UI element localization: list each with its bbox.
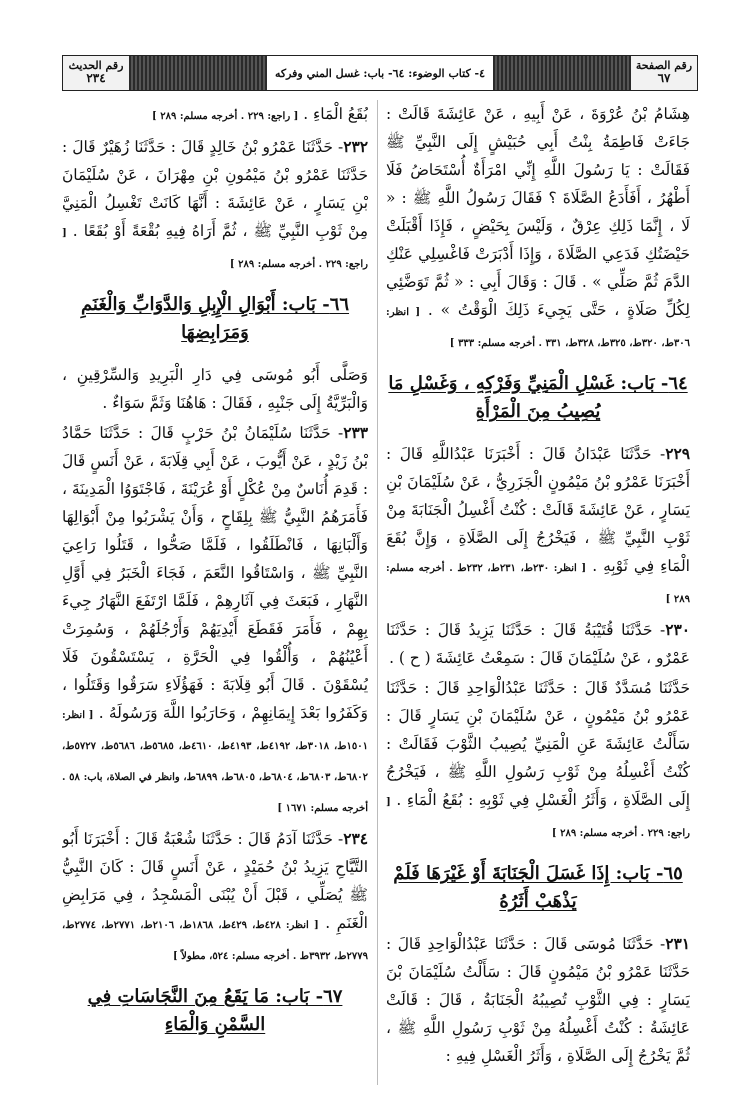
reference: [ راجع: ٢٢٩ . أخرجه مسلم: ٢٨٩ ]	[152, 111, 299, 122]
chapter-intro	[62, 361, 368, 417]
hadith-number: ٢٢٩	[665, 445, 690, 463]
hadith-229	[386, 440, 690, 614]
paragraph	[386, 100, 690, 358]
paragraph-text: وَصَلَّى أَبُو مُوسَى فِي دَارِ الْبَرِيدِ وَالسِّرْقِينِ ، وَالْبَرِّيَّةُ إِلَى جَنْبِهِ ، فَقَالَ : هَاهُنَا وَثَمَّ سَوَاءٌ .	[62, 366, 368, 412]
reference: [ راجع: ٢٢٩ . أخرجه مسلم: ٢٨٩ ]	[62, 228, 368, 270]
left-column	[62, 100, 368, 1085]
hadith-number: ٢٣٤	[343, 830, 368, 848]
page-number-box	[631, 56, 697, 90]
hadith-text: - حَدَّثَنَا عَبْدَانُ قَالَ : أَخْبَرَنَا عَبْدُاللَّهِ قَالَ : أَخْبَرَنَا عَمْرُو بْنُ مَيْمُونٍ الْجَزَرِيُّ ، عَنْ سُلَيْمَانَ بْنِ يَسَارٍ ، عَنْ عَائِشَةَ قَالَتْ : كُنْتُ أَغْسِلُ الْجَنَابَةَ مِنْ ثَوْبِ النَّبِيِّ ﷺ ، فَيَخْرُجُ إِلَى الصَّلَاةِ ، وَإِنَّ بُقَعَ الْمَاءِ فِي ثَوْبِهِ .	[386, 445, 690, 575]
hadith-234	[62, 825, 368, 971]
hadith-231	[386, 930, 690, 1070]
hadith-number: ٢٣٣	[343, 424, 368, 442]
paragraph-text: هِشَامُ بْنُ عُرْوَةَ ، عَنْ أَبِيهِ ، عَنْ عَائِشَةَ قَالَتْ : جَاءَتْ فَاطِمَةُ بِنْتُ أَبِي حُبَيْشٍ إِلَى النَّبِيِّ ﷺ فَقَالَتْ : يَا رَسُولَ اللَّهِ إِنِّي امْرَأَةٌ أُسْتَحَاضُ فَلَا أَطْهُرُ ، أَفَأَدَعُ الصَّلَاةَ ؟ فَقَالَ رَسُولُ اللَّهِ ﷺ : « لَا ، إِنَّمَا ذَلِكِ عِرْقٌ ، وَلَيْسَ بِحَيْضٍ ، فَإِذَا أَقْبَلَتْ حَيْضَتُكِ فَدَعِي الصَّلَاةَ ، وَإِذَا أَدْبَرَتْ فَاغْسِلِي عَنْكِ الدَّمَ ثُمَّ صَلِّي » . قَالَ : وَقَالَ أَبِي : « ثُمَّ تَوَضَّئِي لِكُلِّ صَلَاةٍ ، حَتَّى يَجِيءَ ذَلِكَ الْوَقْتُ » .	[386, 105, 690, 319]
running-title: ٤- كتاب الوضوء: ٦٤- باب: غسل المني وفركه	[267, 56, 493, 90]
right-column	[386, 100, 690, 1085]
reference: [ انظر: ٤٢٨ط، ٤٢٩ط، ١٨٦٨ط، ٢١٠٦ط، ٢٧٧١ط، ٢٧٧٤ط، ٢٧٧٩ط، ٣٩٣٢ط . أخرجه مسلم: ٥٢٤، مطولاً ]	[62, 920, 368, 962]
hadith-text: - حَدَّثَنَا عَمْرُو بْنُ خَالِدٍ قَالَ : حَدَّثَنَا زُهَيْرٌ قَالَ : حَدَّثَنَا عَمْرُو بْنُ مَيْمُونِ بْنِ مِهْرَانَ ، عَنْ سُلَيْمَانَ بْنِ يَسَارٍ ، عَنْ عَائِشَةَ : أَنَّهَا كَانَتْ تَغْسِلُ الْمَنِيَّ مِنْ ثَوْبِ النَّبِيِّ ﷺ ، ثُمَّ أَرَاهُ فِيهِ بُقْعَةً أَوْ بُقَعًا .	[62, 138, 368, 240]
hadith-230	[386, 616, 690, 672]
reference: [ انظر: ١٥٠١ط، ٣٠١٨ط، ٤١٩٢ط، ٤١٩٣ط، ٤٦١٠ط، ٥٦٨٥ط، ٥٦٨٦ط، ٥٧٢٧ط، ٦٨٠٢ط، ٦٨٠٣ط، ٦٨٠٤ط، ٦٨٠٥ط، ٦٨٩٩ط، وانظر في الصلاة، باب: ٥٨ . أخرجه مسلم: ١٦٧١ ]	[62, 710, 368, 814]
hadith-number: ٢٣٢	[343, 138, 368, 156]
hadith-text: حَدَّثَنَا مُسَدَّدٌ قَالَ : حَدَّثَنَا عَبْدُالْوَاحِدِ قَالَ : حَدَّثَنَا عَمْرُو بْنُ مَيْمُونٍ ، عَنْ سُلَيْمَانَ بْنِ يَسَارٍ قَالَ : سَأَلْتُ عَائِشَةَ عَنِ الْمَنِيِّ يُصِيبُ الثَّوْبَ فَقَالَتْ : كُنْتُ أَغْسِلُهُ مِنْ ثَوْبِ رَسُولِ اللَّهِ ﷺ ، فَيَخْرُجُ إِلَى الصَّلَاةِ ، وَأَثَرُ الْغَسْلِ فِي ثَوْبِهِ : بُقَعُ الْمَاءِ .	[386, 679, 690, 809]
hadith-number: ٢٣١	[665, 935, 690, 953]
hadith-text: - حَدَّثَنَا آدَمُ قَالَ : حَدَّثَنَا شُعْبَةُ قَالَ : أَخْبَرَنَا أَبُو التَّيَّاحِ يَزِيدُ بْنُ حُمَيْدٍ ، عَنْ أَنَسٍ قَالَ : كَانَ النَّبِيُّ ﷺ يُصَلِّي ، قَبْلَ أَنْ يُبْنَى الْمَسْجِدُ ، فِي مَرَابِضِ الْغَنَمِ .	[62, 830, 368, 932]
header-ornament-band	[129, 56, 267, 90]
chapter-heading-67: ٦٧- بَاب: مَا يَقَعُ مِنَ النَّجَاسَاتِ فِي السَّمْنِ وَالْمَاءِ	[87, 986, 343, 1035]
page-header	[62, 55, 698, 91]
hadith-text: - حَدَّثَنَا قُتَيْبَةُ قَالَ : حَدَّثَنَا يَزِيدُ قَالَ : حَدَّثَنَا عَمْرٌو ، عَنْ سُلَيْمَانَ قَالَ : سَمِعْتُ عَائِشَةَ ( ح ) .	[386, 621, 690, 667]
hadith-text: - حَدَّثَنَا سُلَيْمَانُ بْنُ حَرْبٍ قَالَ : حَدَّثَنَا حَمَّادُ بْنُ زَيْدٍ ، عَنْ أَيُّوبَ ، عَنْ أَبِي قِلَابَةَ ، عَنْ أَنَسٍ قَالَ : قَدِمَ أُنَاسٌ مِنْ عُكْلٍ أَوْ عُرَيْنَةَ ، فَاجْتَوَوُا الْمَدِينَةَ ، فَأَمَرَهُمُ النَّبِيُّ ﷺ بِلِقَاحٍ ، وَأَنْ يَشْرَبُوا مِنْ أَبْوَالِهَا وَأَلْبَانِهَا ، فَانْطَلَقُوا ، فَلَمَّا صَحُّوا ، قَتَلُوا رَاعِيَ النَّبِيِّ ﷺ ، وَاسْتَاقُوا النَّعَمَ ، فَجَاءَ الْخَبَرُ فِي أَوَّلِ النَّهَارِ ، فَبَعَثَ فِي آثَارِهِمْ ، فَلَمَّا ارْتَفَعَ النَّهَارُ جِيءَ بِهِمْ ، فَأَمَرَ فَقَطَعَ أَيْدِيَهُمْ وَأَرْجُلَهُمْ ، وَسُمِرَتْ أَعْيُنُهُمْ ، وَأُلْقُوا فِي الْحَرَّةِ ، يَسْتَسْقُونَ فَلَا يُسْقَوْنَ . قَالَ أَبُو قِلَابَةَ : فَهَؤُلَاءِ سَرَقُوا وَقَتَلُوا ، وَكَفَرُوا بَعْدَ إِيمَانِهِمْ ، وَحَارَبُوا اللَّهَ وَرَسُولَهُ .	[62, 424, 368, 722]
hadith-number-box	[63, 56, 129, 90]
header-ornament-band	[493, 56, 631, 90]
paragraph	[62, 100, 368, 131]
chapter-heading-64: ٦٤- بَاب: غَسْلِ الْمَنِيِّ وَفَرْكِهِ ، وَغَسْلِ مَا يُصِيبُ مِنَ الْمَرْأَةِ	[388, 373, 688, 422]
hadith-number: ٢٣٠	[665, 621, 690, 639]
reference: [ انظر: ٢٣٠ط، ٢٣١ط، ٢٣٢ط . أخرجه مسلم: ٢٨٩ ]	[386, 563, 690, 605]
column-divider	[377, 100, 378, 1085]
hadith-label: رقم الحديث	[68, 58, 124, 72]
hadith-range: ٢٣٤	[86, 71, 106, 86]
paragraph-text: بُقَعُ الْمَاءِ .	[303, 105, 368, 123]
reference: [ انظر: ٣٠٦ط، ٣٢٠ط، ٣٢٥ط، ٣٢٨ط، ٣٣١ . أخرجه مسلم: ٣٣٣ ]	[386, 307, 690, 349]
hadith-text: - حَدَّثَنَا مُوسَى قَالَ : حَدَّثَنَا عَبْدُالْوَاحِدِ قَالَ : حَدَّثَنَا عَمْرُو بْنُ مَيْمُونٍ قَالَ : سَأَلْتُ سُلَيْمَانَ بْنَ يَسَارٍ : فِي الثَّوْبِ تُصِيبُهُ الْجَنَابَةُ ، قَالَ : قَالَتْ عَائِشَةُ : كُنْتُ أَغْسِلُهُ مِنْ ثَوْبِ رَسُولِ اللَّهِ ﷺ ، ثُمَّ يَخْرُجُ إِلَى الصَّلَاةِ ، وَأَثَرُ الْغَسْلِ فِيهِ :	[386, 935, 690, 1065]
hadith-233	[62, 419, 368, 823]
hadith-230-second-chain	[386, 674, 690, 848]
page-label: رقم الصفحة	[635, 58, 693, 72]
chapter-heading-66: ٦٦- بَاب: أَبْوَالِ الْإِبِلِ وَالدَّوَابِّ وَالْغَنَمِ وَمَرَابِضِهَا	[80, 294, 350, 343]
page-number: ٦٧	[657, 71, 671, 86]
chapter-heading-65: ٦٥- بَاب: إِذَا غَسَلَ الْجَنَابَةَ أَوْ غَيْرَهَا فَلَمْ يَذْهَبْ أَثَرُهُ	[393, 863, 683, 912]
hadith-232	[62, 133, 368, 279]
reference: [ راجع: ٢٢٩ . أخرجه مسلم: ٢٨٩ ]	[386, 797, 690, 839]
